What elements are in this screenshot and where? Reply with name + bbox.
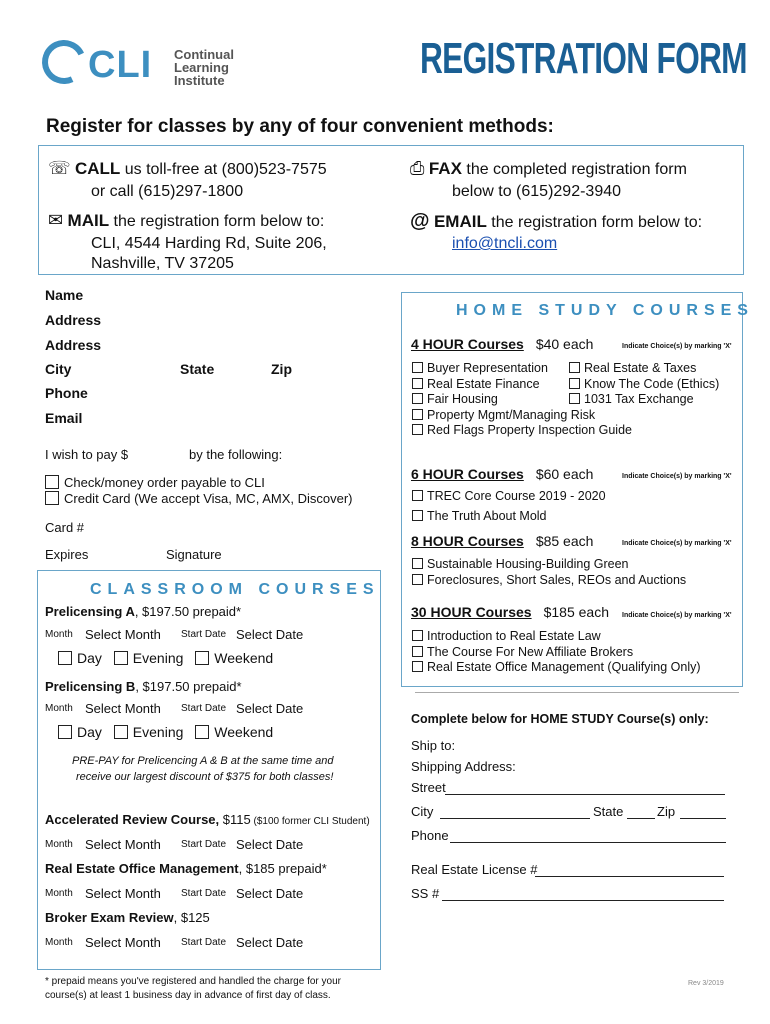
mail-addr2: Nashville, TV 37205 <box>91 255 234 272</box>
state-input-line[interactable] <box>627 818 655 819</box>
phone-label: Phone <box>45 385 88 401</box>
fax-label: FAX <box>428 159 462 178</box>
city-input-line[interactable] <box>440 818 590 819</box>
select-date-b[interactable]: Select Date <box>236 701 304 716</box>
mail-text: the registration form below to: <box>109 213 325 230</box>
select-date-accel[interactable]: Select Date <box>236 837 304 852</box>
card-label: Card # <box>45 520 85 535</box>
license-input-line[interactable] <box>535 876 724 877</box>
office-management: Real Estate Office Management, $185 prepaid* <box>45 861 327 876</box>
street-input-line[interactable] <box>445 794 725 795</box>
logo-ring-icon <box>36 34 92 90</box>
credit-checkbox[interactable] <box>45 491 59 505</box>
prelicensing-b: Prelicensing B, $197.50 prepaid* <box>45 679 242 694</box>
six-hour-heading: 6 HOUR Courses $60 each <box>411 466 594 482</box>
weekend-checkbox-a[interactable] <box>195 651 209 665</box>
h4-item-4[interactable]: Red Flags Property Inspection Guide <box>412 423 632 439</box>
select-date-a[interactable]: Select Date <box>236 627 304 642</box>
logo-abbr: CLI <box>88 44 153 86</box>
month-label-b: Month <box>45 703 73 714</box>
street-label: Street <box>411 780 446 795</box>
state-label-ship: State <box>593 804 624 819</box>
phone-icon: ☏ <box>48 158 71 179</box>
expires-label: Expires <box>45 547 89 562</box>
call-label: CALL <box>74 159 121 178</box>
email-label-field: Email <box>45 410 83 426</box>
email-text: the registration form below to: <box>486 214 703 231</box>
name-label: Name <box>45 287 84 303</box>
month-label-reom: Month <box>45 888 73 899</box>
email-link[interactable]: info@tncli.com <box>452 235 558 252</box>
prelicensing-a: Prelicensing A, $197.50 prepaid* <box>45 604 242 619</box>
license-label: Real Estate License # <box>411 862 538 877</box>
indicate-note-6: Indicate Choice(s) by marking 'X' <box>622 473 732 480</box>
page-title: REGISTRATION FORM <box>420 34 747 83</box>
logo-line1: Continual <box>174 47 234 62</box>
logo-line3: Institute <box>174 73 225 88</box>
h30-item-0[interactable]: Introduction to Real Estate Law <box>412 629 701 645</box>
select-month-accel[interactable]: Select Month <box>85 837 161 852</box>
state-label: State <box>180 361 215 377</box>
schedule-a <box>58 650 273 666</box>
h8-item-1[interactable]: Foreclosures, Short Sales, REOs and Auctions <box>412 573 686 589</box>
h4-right-item-1[interactable]: Know The Code (Ethics) <box>569 377 719 393</box>
methods-heading: Register for classes by any of four convenient methods: <box>46 116 554 137</box>
address1-label: Address <box>45 312 102 328</box>
fax-icon: ⎙ <box>410 158 425 179</box>
h6-item-1[interactable]: The Truth About Mold <box>412 506 606 526</box>
address2-label: Address <box>45 337 102 353</box>
accelerated-review: Accelerated Review Course, $115 ($100 former CLI Student) <box>45 812 370 827</box>
indicate-note-8: Indicate Choice(s) by marking 'X' <box>622 540 732 547</box>
phone-label-ship: Phone <box>411 828 449 843</box>
mail-label: MAIL <box>67 211 110 230</box>
select-date-reom[interactable]: Select Date <box>236 886 304 901</box>
h4-right-item-2[interactable]: 1031 Tax Exchange <box>569 392 719 408</box>
day-option-a[interactable]: Day <box>58 650 102 666</box>
fax-text2: below to (615)292-3940 <box>452 183 622 200</box>
h6-item-0[interactable]: TREC Core Course 2019 - 2020 <box>412 486 606 506</box>
wish-pay-label: I wish to pay $ <box>45 447 129 462</box>
evening-checkbox-b[interactable] <box>114 725 128 739</box>
check-option[interactable]: Check/money order payable to CLI <box>45 475 265 490</box>
phone-input-line[interactable] <box>450 842 726 843</box>
check-checkbox[interactable] <box>45 475 59 489</box>
call-method <box>48 158 327 179</box>
h4-item-2[interactable]: Fair Housing <box>412 392 632 408</box>
footnote1: * prepaid means you've registered and handled the charge for your <box>45 976 341 987</box>
zip-input-line[interactable] <box>680 818 726 819</box>
credit-option[interactable]: Credit Card (We accept Visa, MC, AMX, Discover) <box>45 491 353 506</box>
start-date-label-reom: Start Date <box>181 888 227 899</box>
mail-method <box>48 210 324 231</box>
select-month-broker[interactable]: Select Month <box>85 935 161 950</box>
start-date-label-broker: Start Date <box>181 937 227 948</box>
logo-subtitle <box>174 48 234 87</box>
start-date-label-accel: Start Date <box>181 839 227 850</box>
city-label-ship: City <box>411 804 434 819</box>
month-label-accel: Month <box>45 839 73 850</box>
call-text2: or call (615)297-1800 <box>91 183 244 200</box>
day-checkbox-b[interactable] <box>58 725 72 739</box>
h8-item-0[interactable]: Sustainable Housing-Building Green <box>412 557 686 573</box>
call-text: us toll-free at (800)523-7575 <box>120 161 327 178</box>
classroom-title: CLASSROOM COURSES <box>90 581 380 598</box>
select-month-a[interactable]: Select Month <box>85 627 161 642</box>
complete-home-study: Complete below for HOME STUDY Course(s) only: <box>411 712 709 726</box>
four-hour-heading: 4 HOUR Courses $40 each <box>411 336 594 352</box>
email-label: EMAIL <box>433 212 487 231</box>
mail-icon: ✉ <box>48 210 64 231</box>
city-label: City <box>45 361 72 377</box>
shipping-address-label: Shipping Address: <box>411 759 516 774</box>
weekend-checkbox-b[interactable] <box>195 725 209 739</box>
signature-label: Signature <box>166 547 222 562</box>
revision-date: Rev 3/2019 <box>688 980 724 987</box>
prepay-note1: PRE-PAY for Prelicencing A & B at the same time and <box>72 755 334 767</box>
eight-hour-heading: 8 HOUR Courses $85 each <box>411 533 594 549</box>
h30-item-2[interactable]: Real Estate Office Management (Qualifying Only) <box>412 660 701 676</box>
evening-option-b[interactable]: Evening <box>114 724 184 740</box>
eight-hour-list <box>412 557 686 588</box>
email-method <box>410 210 702 233</box>
ss-input-line[interactable] <box>442 900 724 901</box>
four-hour-list-right <box>569 361 719 408</box>
weekend-option-b[interactable]: Weekend <box>195 724 273 740</box>
divider <box>415 692 739 693</box>
footnote2: course(s) at least 1 business day in advance of first day of class. <box>45 990 331 1001</box>
start-date-label: Start Date <box>181 629 227 640</box>
thirty-hour-list <box>412 629 701 676</box>
thirty-hour-heading: 30 HOUR Courses $185 each <box>411 604 609 620</box>
ss-label: SS # <box>411 886 440 901</box>
schedule-b <box>58 724 273 740</box>
h4-right-item-0[interactable]: Real Estate & Taxes <box>569 361 719 377</box>
prepay-note2: receive our largest discount of $375 for both classes! <box>76 771 334 783</box>
zip-label-ship: Zip <box>657 804 676 819</box>
by-following-label: by the following: <box>189 447 283 462</box>
zip-label: Zip <box>271 361 292 377</box>
at-icon: @ <box>410 210 430 232</box>
evening-checkbox-a[interactable] <box>114 651 128 665</box>
indicate-note-4: Indicate Choice(s) by marking 'X' <box>622 343 732 350</box>
start-date-label-b: Start Date <box>181 703 227 714</box>
select-month-b[interactable]: Select Month <box>85 701 161 716</box>
day-checkbox-a[interactable] <box>58 651 72 665</box>
h4-item-3[interactable]: Property Mgmt/Managing Risk <box>412 408 632 424</box>
evening-option-a[interactable]: Evening <box>114 650 184 666</box>
home-study-title: HOME STUDY COURSES <box>456 302 754 319</box>
day-option-b[interactable]: Day <box>58 724 102 740</box>
h30-item-1[interactable]: The Course For New Affiliate Brokers <box>412 645 701 661</box>
mail-addr1: CLI, 4544 Harding Rd, Suite 206, <box>91 235 327 252</box>
h4-item-0[interactable]: Buyer Representation <box>412 361 632 377</box>
logo-line2: Learning <box>174 60 229 75</box>
six-hour-list <box>412 486 606 526</box>
h4-item-1[interactable]: Real Estate Finance <box>412 377 632 393</box>
weekend-option-a[interactable]: Weekend <box>195 650 273 666</box>
select-month-reom[interactable]: Select Month <box>85 886 161 901</box>
fax-text: the completed registration form <box>461 161 687 178</box>
broker-exam: Broker Exam Review, $125 <box>45 910 210 925</box>
select-date-broker[interactable]: Select Date <box>236 935 304 950</box>
ship-to-label: Ship to: <box>411 738 456 753</box>
fax-method <box>410 158 687 179</box>
indicate-note-30: Indicate Choice(s) by marking 'X' <box>622 612 732 619</box>
month-label-broker: Month <box>45 937 73 948</box>
month-label: Month <box>45 629 73 640</box>
